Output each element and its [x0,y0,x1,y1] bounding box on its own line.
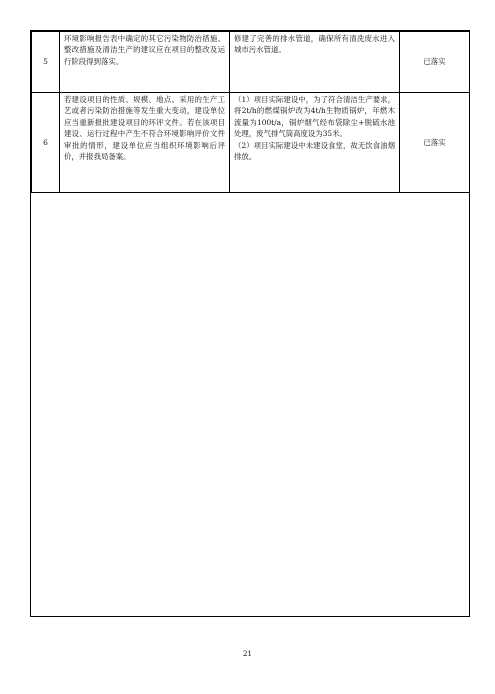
requirement-cell [60,93,230,193]
requirement-cell [60,32,230,93]
requirement-text: 若建设项目的性质、规模、地点、采用的生产工艺或者污染防治措施等发生重大变动，建设单位应当重新报批建设项目的环评文件。若在该项目建设、运行过程中产生不符合环境影响评价文件审批的情形，建设单位应当组织环境影响后评价，并报我局备案。 [64,95,225,162]
acceptance-table [31,31,470,193]
requirement-text: 环境影响报告表中确定的其它污染物防治措施、整改措施及清洁生产的建议应在项目的整改及运行阶段得到落实。 [64,34,225,66]
row-number: 5 [32,32,60,93]
implementation-text: （1）项目实际建设中，为了符合清洁生产要求，将2t/h的燃煤锅炉改为4t/h生物质锅炉，年燃木流量为100t/a，锅炉烟气经布袋除尘+脱硫水池处理，废气排气筒高度设为35米。 [234,95,395,139]
page-number: 21 [243,650,252,658]
status-cell: 已落实 [400,32,470,93]
table-row [32,93,470,193]
implementation-text: （2）项目实际建设中未建设食堂，故无饮食油烟排放。 [234,140,395,162]
implementation-text: 修建了完善的排水管道，确保所有清洗废水进入城市污水管道。 [234,34,395,55]
status-cell: 已落实 [400,93,470,193]
implementation-cell [230,32,400,93]
acceptance-table-frame [30,30,470,617]
row-number: 6 [32,93,60,193]
implementation-cell [230,93,400,193]
table-row [32,32,470,93]
